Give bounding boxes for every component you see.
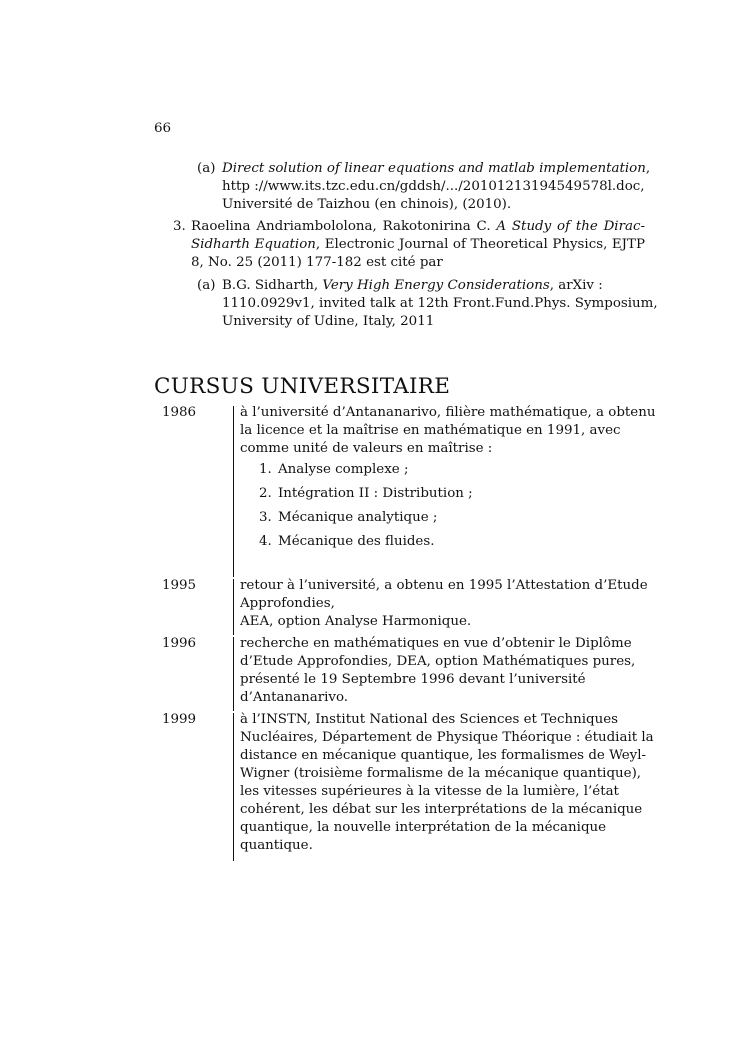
cursus-text: à l’université d’Antananarivo, filière mathématique, a obtenu la licence et la maîtrise en mathématique en 1991, avec comme unité de valeurs en maîtrise : xyxy=(240,405,656,456)
citation-ref-b xyxy=(197,277,667,331)
list-item-number: 2. xyxy=(259,486,272,501)
cursus-description xyxy=(240,404,662,551)
list-item-label: Mécanique des fluides. xyxy=(278,534,435,549)
cursus-text: recherche en mathématiques en vue d’obtenir le Diplôme d’Etude Approfondies, DEA, option Mathématiques pures, présenté le 19 Septembre 1996 devant l’université d’Antananarivo. xyxy=(240,636,636,705)
timeline-rule xyxy=(233,637,234,711)
citation-label: (a) xyxy=(197,278,216,293)
cursus-year: 1999 xyxy=(162,712,197,727)
list-item xyxy=(259,533,662,551)
list-item-label: Mécanique analytique ; xyxy=(278,510,438,525)
citation-body xyxy=(222,277,667,331)
timeline-rule xyxy=(233,406,234,577)
citation-details: , arXiv : 1110.0929v1, invited talk at 12th Front.Fund.Phys. Symposium, University of Udine, Italy, 2011 xyxy=(222,278,658,329)
timeline-rule xyxy=(233,579,234,635)
cursus-entry xyxy=(162,711,662,861)
cursus-description xyxy=(240,711,662,855)
cursus-entry xyxy=(162,404,662,577)
cursus-text-continued: AEA, option Analyse Harmonique. xyxy=(240,614,472,629)
publication-number: 3. xyxy=(173,219,186,234)
citation-body xyxy=(222,160,662,214)
cursus-description xyxy=(240,635,662,707)
list-item-label: Analyse complexe ; xyxy=(278,462,409,477)
publication-details: , Electronic Journal of Theoretical Physics, EJTP 8, No. 25 (2011) 177-182 est cité par xyxy=(191,237,645,270)
citation-authors: B.G. Sidharth, xyxy=(222,278,323,293)
list-item-number: 4. xyxy=(259,534,272,549)
publication-body xyxy=(191,218,645,272)
list-item-label: Intégration II : Distribution ; xyxy=(278,486,473,501)
cursus-entry xyxy=(162,635,662,711)
citation-details: , http ://www.its.tzc.edu.cn/gddsh/.../20101213194549578l.doc, Université de Taizhou (en chinois), (2010). xyxy=(222,161,651,212)
cursus-text: retour à l’université, a obtenu en 1995 l’Attestation d’Etude Approfondies, xyxy=(240,578,648,611)
list-item xyxy=(259,461,662,479)
cursus-description xyxy=(240,577,662,631)
page-number: 66 xyxy=(154,121,172,136)
list-item xyxy=(259,485,662,503)
cursus-year: 1995 xyxy=(162,578,197,593)
unit-list xyxy=(240,461,662,551)
citation-label: (a) xyxy=(197,161,216,176)
publication-item-3 xyxy=(173,218,645,272)
cursus-year: 1996 xyxy=(162,636,197,651)
list-item xyxy=(259,509,662,527)
citation-ref-a xyxy=(197,160,662,214)
citation-title: Very High Energy Considerations xyxy=(322,278,550,293)
section-title: CURSUS UNIVERSITAIRE xyxy=(154,373,451,399)
cursus-list xyxy=(162,404,662,861)
list-item-number: 1. xyxy=(259,462,272,477)
list-item-number: 3. xyxy=(259,510,272,525)
cursus-year: 1986 xyxy=(162,405,197,420)
publication-authors: Raoelina Andriambololona, Rakotonirina C. xyxy=(191,219,497,234)
citation-title: Direct solution of linear equations and matlab implementation xyxy=(222,161,646,176)
cursus-entry xyxy=(162,577,662,635)
publication-title: A Study of the Dirac-Sidharth Equation xyxy=(191,219,645,252)
cursus-text: à l’INSTN, Institut National des Sciences et Techniques Nucléaires, Département de Physique Théorique : étudiait la distance en mécanique quantique, les formalismes de Weyl-Wigner (troisième formalisme de la mécanique quantique), les vitesses supérieures à la vitesse de la lumière, l’état cohérent, les débat sur les interprétations de la mécanique quantique, la nouvelle interprétation de la mécanique quantique. xyxy=(240,712,654,853)
timeline-rule xyxy=(233,713,234,861)
